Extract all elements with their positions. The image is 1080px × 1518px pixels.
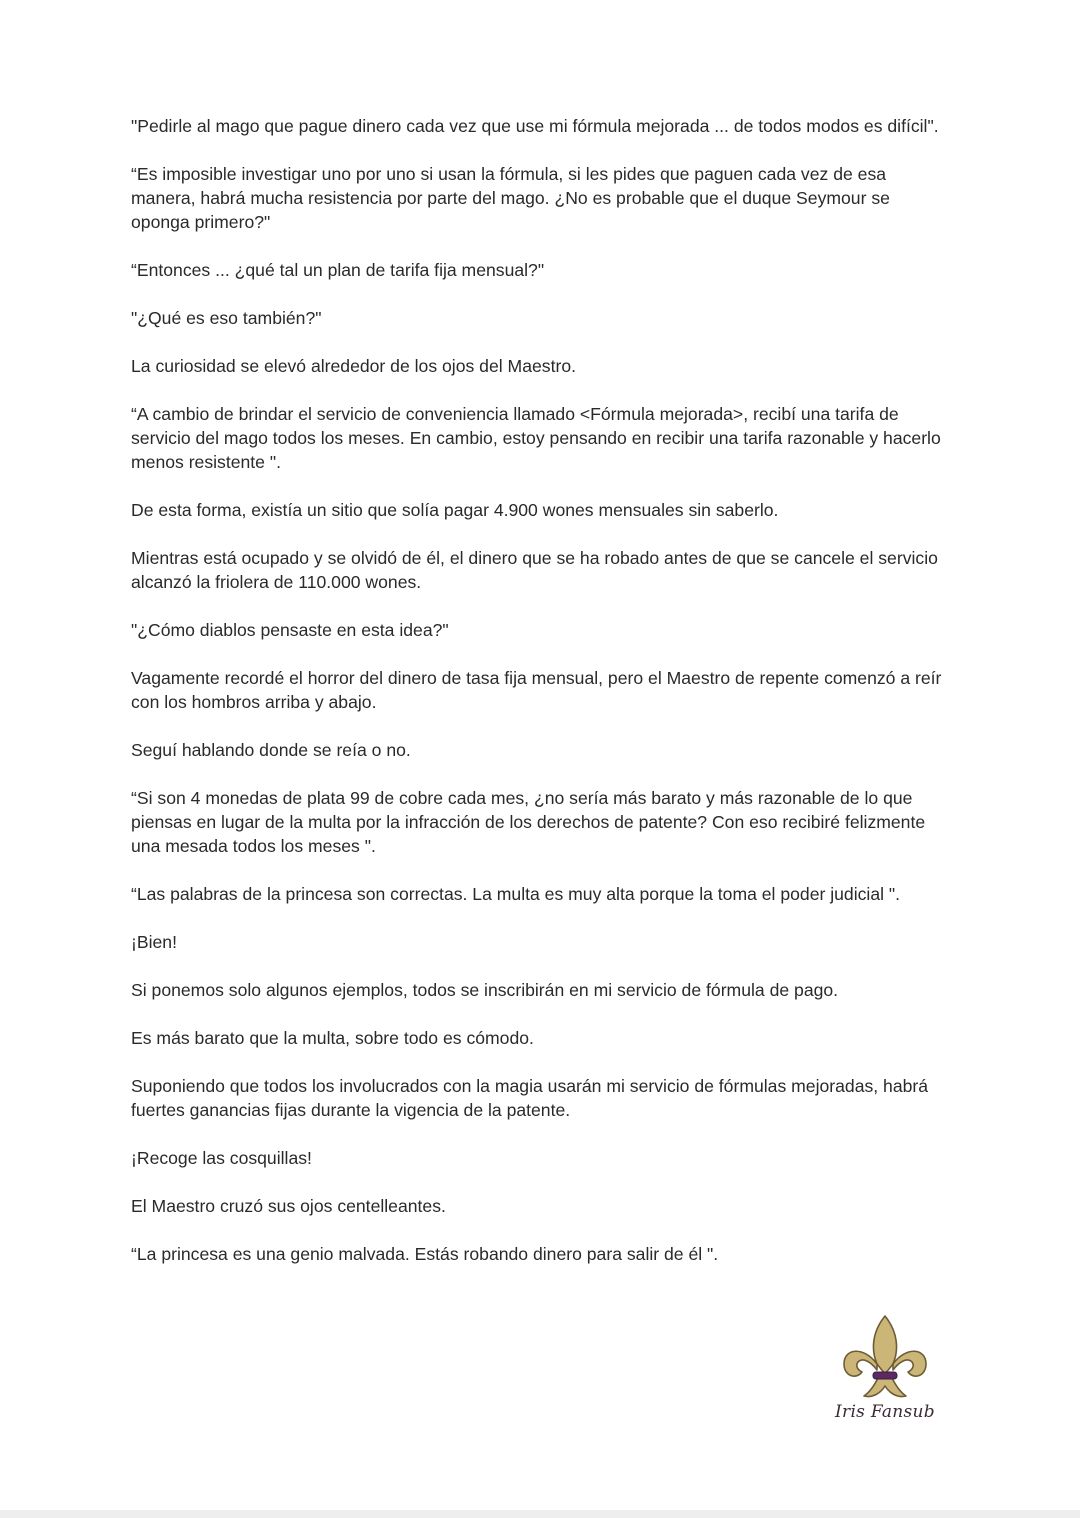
paragraph: ¡Bien! (131, 932, 177, 952)
paragraph: ¡Recoge las cosquillas! (131, 1148, 312, 1168)
paragraph: “A cambio de brindar el servicio de conveniencia llamado <Fórmula mejorada>, recibí una tarifa de servicio del mago todos los meses. En cambio, estoy pensando en recibir una tarifa razonable y hacerlo menos resistente ". (131, 404, 941, 472)
bottom-bar (0, 1510, 1080, 1518)
paragraph: De esta forma, existía un sitio que solía pagar 4.900 wones mensuales sin saberlo. (131, 500, 779, 520)
paragraph: Suponiendo que todos los involucrados con la magia usarán mi servicio de fórmulas mejoradas, habrá fuertes ganancias fijas durante la vigencia de la patente. (131, 1076, 929, 1120)
paragraph: Vagamente recordé el horror del dinero de tasa fija mensual, pero el Maestro de repente comenzó a reír con los hombros arriba y abajo. (131, 668, 942, 712)
paragraph: "¿Qué es eso también?" (131, 308, 322, 328)
document-body (131, 114, 943, 1290)
paragraph: La curiosidad se elevó alrededor de los ojos del Maestro. (131, 356, 576, 376)
paragraph: “La princesa es una genio malvada. Estás robando dinero para salir de él ". (131, 1244, 719, 1264)
iris-fansub-logo (830, 1312, 940, 1432)
paragraph: “Entonces ... ¿qué tal un plan de tarifa fija mensual?" (131, 260, 545, 280)
paragraph: Seguí hablando donde se reía o no. (131, 740, 411, 760)
paragraph: “Las palabras de la princesa son correctas. La multa es muy alta porque la toma el poder judicial ". (131, 884, 901, 904)
paragraph: "¿Cómo diablos pensaste en esta idea?" (131, 620, 449, 640)
paragraph: “Es imposible investigar uno por uno si usan la fórmula, si les pides que paguen cada vez de esa manera, habrá mucha resistencia por parte del mago. ¿No es probable que el duque Seymour se oponga primero?" (131, 164, 890, 232)
paragraph: El Maestro cruzó sus ojos centelleantes. (131, 1196, 446, 1216)
paragraph: "Pedirle al mago que pague dinero cada vez que use mi fórmula mejorada ... de todos modos es difícil". (131, 116, 939, 136)
paragraph: Es más barato que la multa, sobre todo es cómodo. (131, 1028, 534, 1048)
paragraph: Mientras está ocupado y se olvidó de él, el dinero que se ha robado antes de que se cancele el servicio alcanzó la friolera de 110.000 wones. (131, 548, 938, 592)
logo-text: Iris Fansub (835, 1402, 935, 1422)
paragraph: “Si son 4 monedas de plata 99 de cobre cada mes, ¿no sería más barato y más razonable de lo que piensas en lugar de la multa por la infracción de los derechos de patente? Con eso recibiré felizmente una mesada todos los meses ". (131, 788, 926, 856)
paragraph: Si ponemos solo algunos ejemplos, todos se inscribirán en mi servicio de fórmula de pago. (131, 980, 839, 1000)
